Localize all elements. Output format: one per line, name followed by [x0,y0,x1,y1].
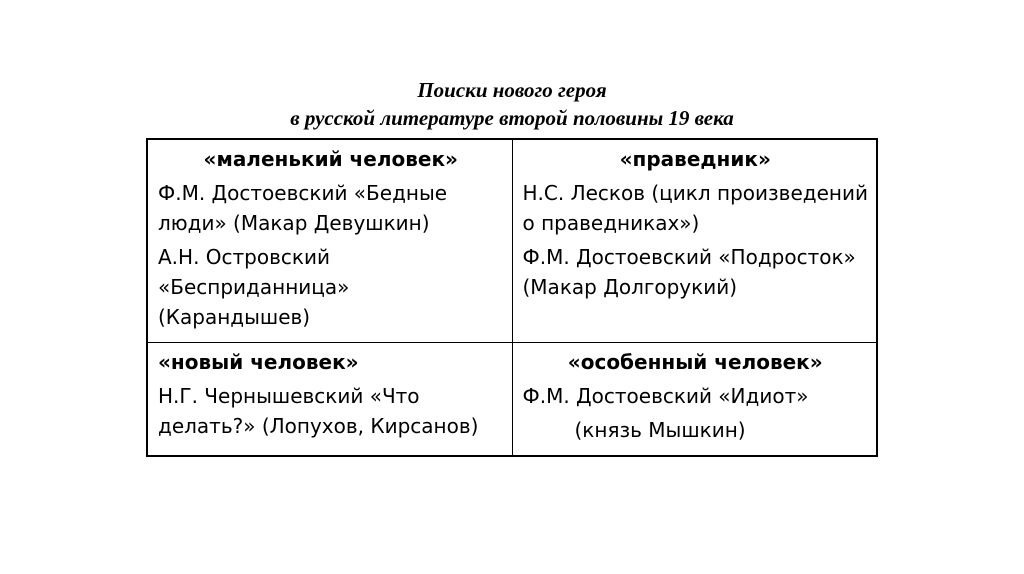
table-row [147,139,877,343]
cell-new-man [147,343,512,457]
cell-heading: «особенный человек» [567,350,823,374]
heroes-table [146,138,878,457]
cell-special-man [512,343,877,457]
cell-entry: Н.С. Лесков (цикл произведений о праведниках») [522,181,868,235]
title-line-2: в русской литературе второй половины 19 века [290,106,734,130]
title-line-1: Поиски нового героя [417,78,607,102]
cell-entry: Н.Г. Чернышевский «Что делать?» (Лопухов, Кирсанов) [158,384,479,438]
table-row [147,343,877,457]
cell-entry: Ф.М. Достоевский «Подросток» (Макар Долгорукий) [522,245,856,299]
cell-little-man [147,139,512,343]
cell-heading: «праведник» [619,147,771,171]
cell-entry: Ф.М. Достоевский «Идиот» [522,384,809,408]
cell-righteous [512,139,877,343]
cell-heading: «новый человек» [158,350,359,374]
slide-title [0,76,1024,132]
cell-entry: А.Н. Островский «Бесприданница» (Карандышев) [158,245,350,329]
cell-heading: «маленький человек» [203,147,458,171]
cell-entry: Ф.М. Достоевский «Бедные люди» (Макар Девушкин) [158,181,448,235]
cell-entry: (князь Мышкин) [574,418,746,442]
